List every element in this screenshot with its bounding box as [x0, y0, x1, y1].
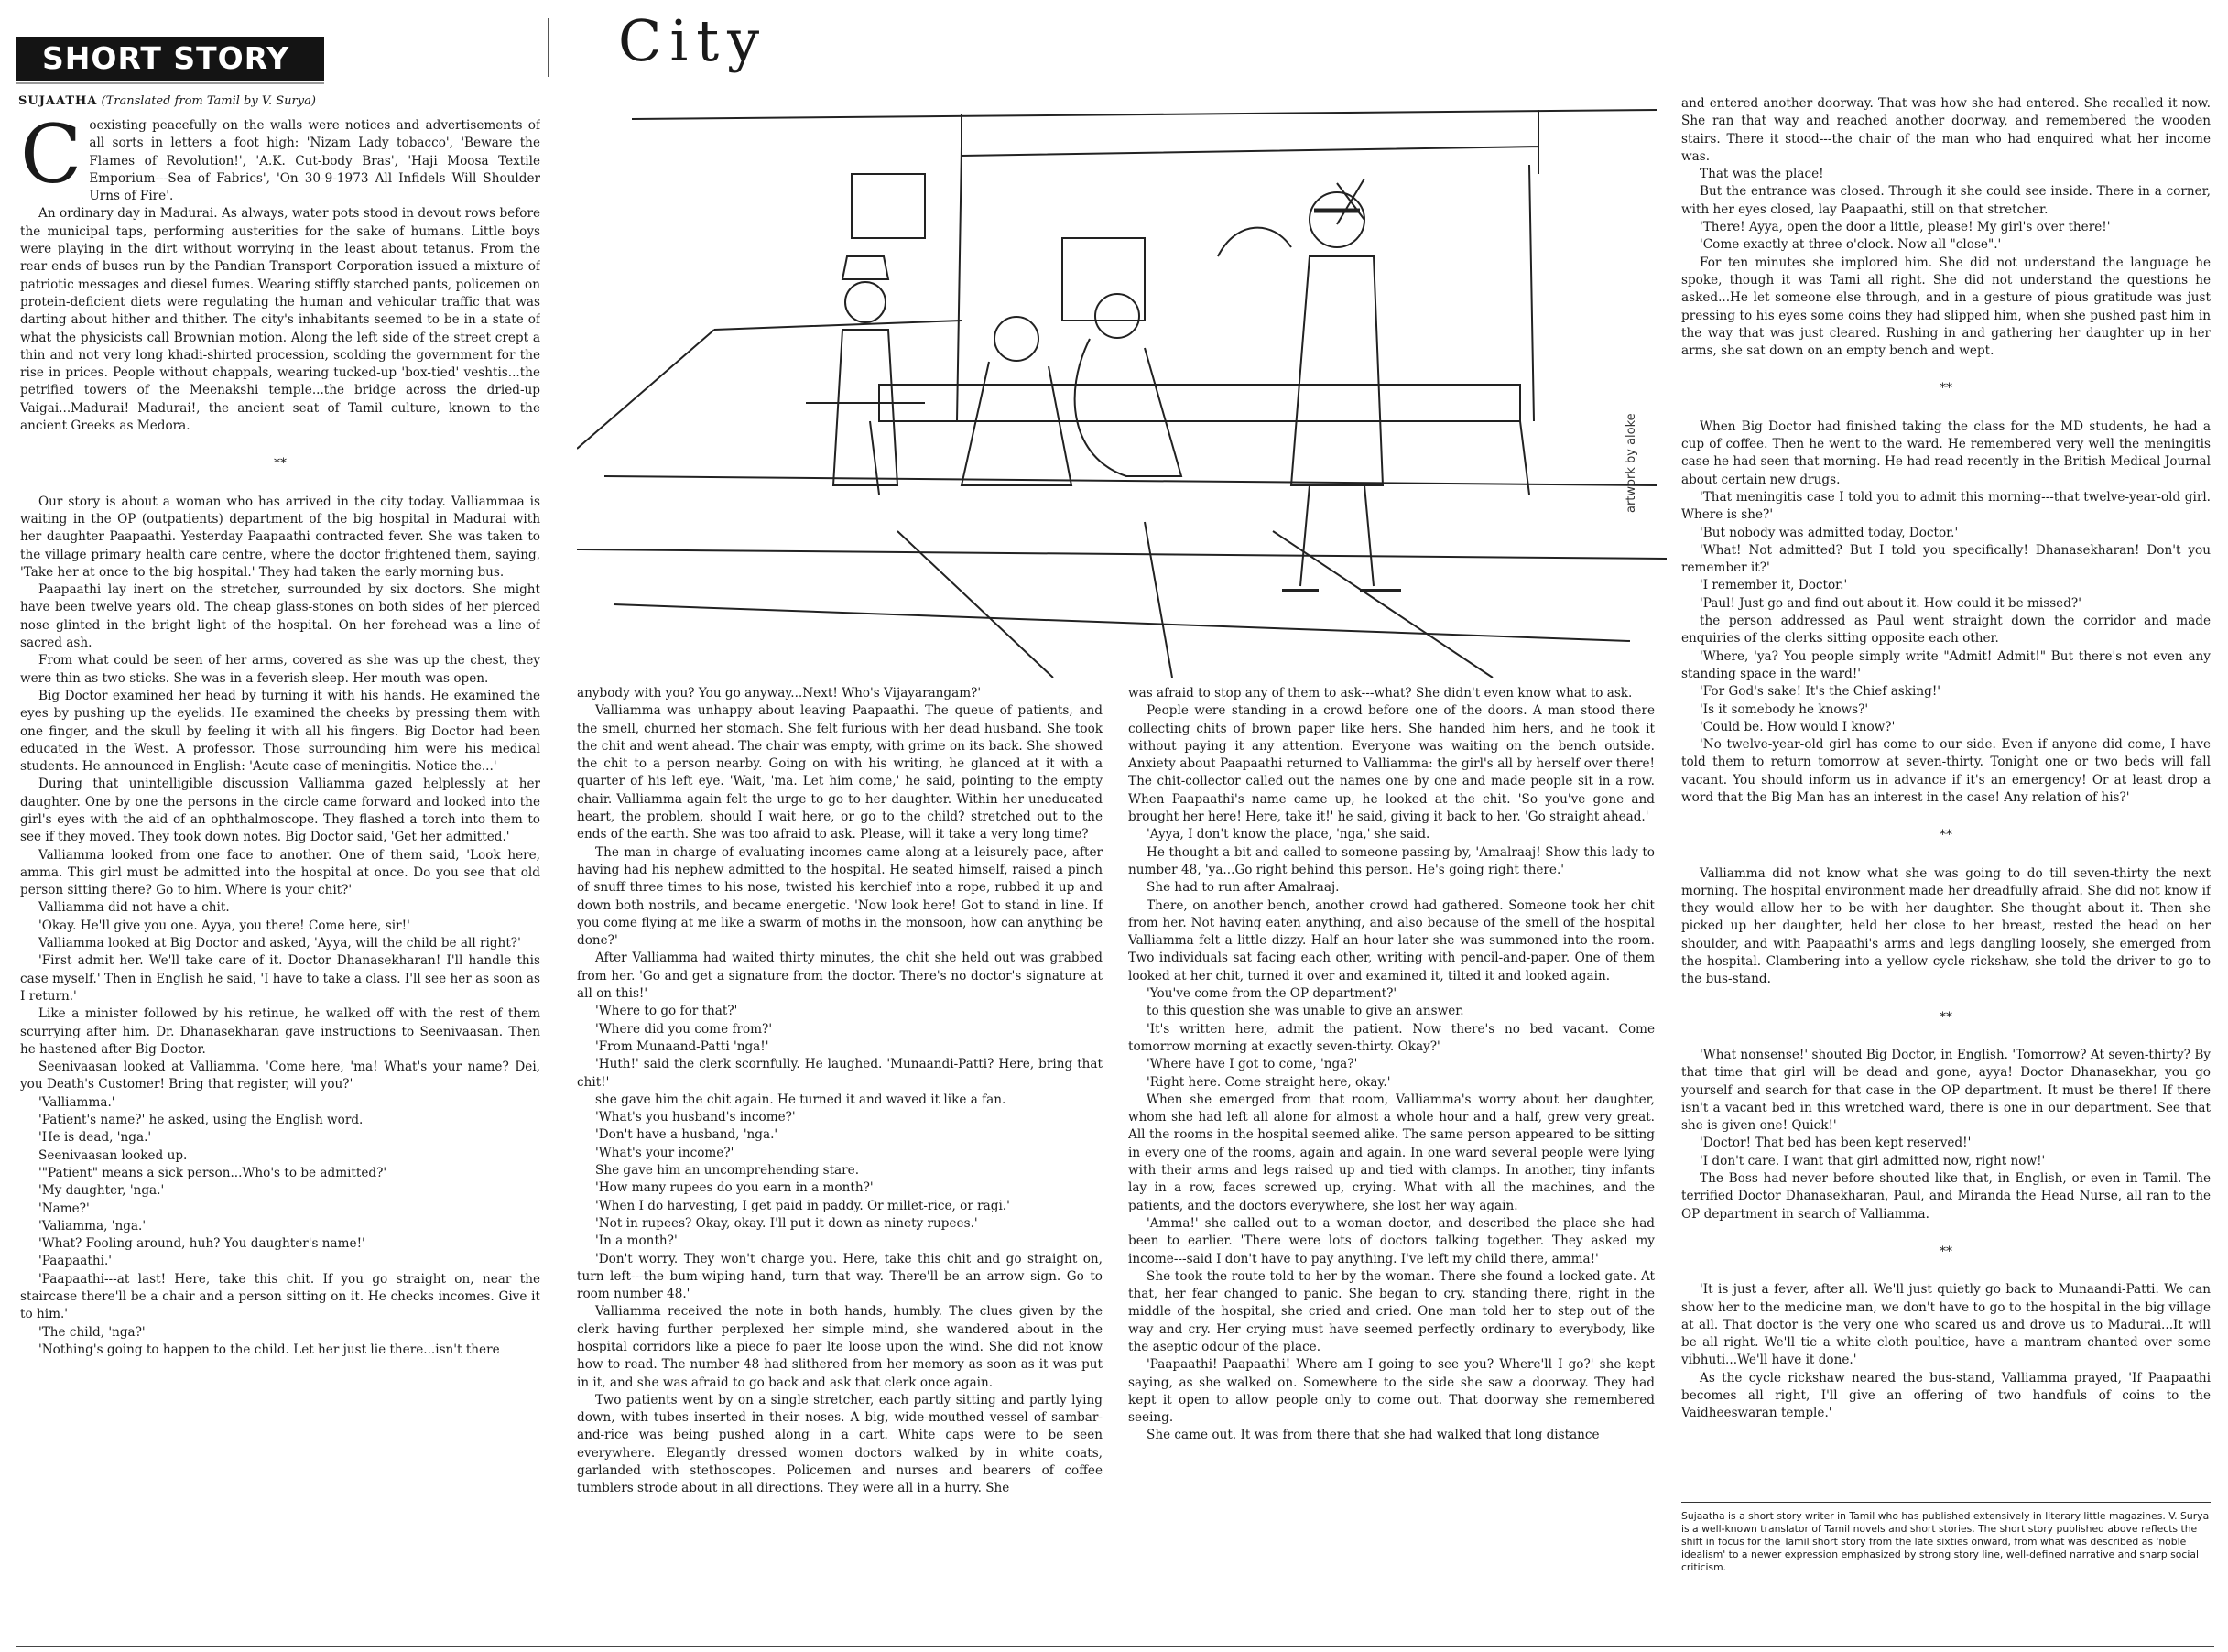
- byline: [18, 94, 316, 108]
- section-banner: SHORT STORY: [16, 37, 324, 81]
- drop-cap: C: [20, 117, 82, 201]
- paragraph: There, on another bench, another crowd had gathered. Someone took her chit from her. Not having eaten anything, and also because of the smell of the hospital Valliamma felt a little dizzy. Half an hour later she was summoned into the room. Two individuals sat facing each other, writing with pencil-and-paper. One of them looked at her chit, turned it over and examined it, tilted it and looked again.: [1128, 897, 1655, 984]
- column-1: [20, 117, 540, 1637]
- paragraph: For ten minutes she implored him. She did not understand the language he spoke, though it was Tami all right. She did not understand the questions he asked...He let someone else through, and in a gesture of pious gratitude was just pressing to his eyes some coins they had slipped him, when she pushed past him in the way that was just cleared. Rushing in and gathering her daughter up in her arms, she sat down on an empty bench and wept.: [1681, 255, 2211, 359]
- column-2: [577, 685, 1103, 1642]
- paragraph: Valliamma looked at Big Doctor and asked, 'Ayya, will the child be all right?': [38, 936, 521, 951]
- paragraph: 'Name?': [38, 1201, 90, 1216]
- paragraph: 'Huth!' said the clerk scornfully. He laughed. 'Munaandi-Patti? Here, bring that chit!': [577, 1057, 1103, 1090]
- paragraph: 'Paul! Just go and find out about it. How could it be missed?': [1700, 595, 2081, 611]
- paragraph: Two patients went by on a single stretcher, each partly sitting and partly lying down, with tubes inserted in their noses. A big, wide-mouthed vessel of sambar-and-rice was being pushed along in a cart. White caps were to be seen everywhere. Elegantly dressed women doctors walked by in white coats, garlanded with stethoscopes. Policemen and nurses and bearers of coffee tumblers strode about in all directions. They were all in a hurry. She: [577, 1392, 1103, 1496]
- paragraph: Valliamma did not know what she was going to do till seven-thirty the next morning. The hospital environment made her dreadfully afraid. She did not know if they would allow her to be with her daughter. She thought about it. Then she picked up her daughter, held her close to her breast, rested the head on her shoulder, and with Paapaathi's arms and legs dangling loosely, she emerged from the hospital. Clambering into a yellow cycle rickshaw, she told the driver to go to the bus-stand.: [1681, 865, 2211, 987]
- paragraph: Big Doctor examined her head by turning it with his hands. He examined the eyes by pushing up the eyelids. He examined the cheeks by pressing them with one finger, and the skull by feeling it with all his fingers. Big Doctor had been educated in the West. A professor. Those surrounding him were his medical students. He announced in English: 'Acute case of meningitis. Notice the...': [20, 688, 540, 775]
- paragraph: Valliamma did not have a chit.: [38, 900, 230, 916]
- paragraph: 'Where did you come from?': [595, 1021, 773, 1037]
- paragraph: 'Don't worry. They won't charge you. Here, take this chit and go straight on, turn left---the bum-wiping hand, turn that way. There'll be an arrow sign. Go to room number 48.': [577, 1251, 1103, 1302]
- paragraph: 'Don't have a husband, 'nga.': [595, 1127, 778, 1143]
- paragraph: 'Could be. How would I know?': [1700, 719, 1896, 734]
- paragraph: Our story is about a woman who has arrived in the city today. Valliammaa is waiting in the OP (outpatients) department of the big hospital in Madurai with her daughter Paapaathi. Yesterday Paapaathi contracted fever. She was taken to the village primary health care centre, where the doctor frightened them, saying, 'Take her at once to the big hospital.' They had taken the early morning bus.: [20, 494, 540, 580]
- paragraph: An ordinary day in Madurai. As always, water pots stood in devout rows before the municipal taps, performing austerities for the sake of humans. Little boys were playing in the dirt without worrying in the least about tetanus. From the rear ends of buses run by the Pandian Transport Corporation issued a mixture of patriotic messages and diesel fumes. Wearing stiffly starched pants, policemen on protein-deficient diets were regulating the human and vehicular traffic that was darting about hither and thither. The city's inhabitants seemed to be in a state of what the physicists call Brownian motion. Along the left side of the street crept a thin and not very long khadi-shirted procession, scolding the government for the rise in prices. People without chappals, wearing tucked-up 'box-tied' veshtis...the petrified towers of the Meenakshi temple...the bridge across the dried-up Vaigai...Madurai! Madurai!, the ancient seat of Tamil culture, known to the ancient Greeks as Medora.: [20, 206, 540, 434]
- paragraph: 'Okay. He'll give you one. Ayya, you there! Come here, sir!': [38, 918, 410, 933]
- paragraph: 'Ayya, I don't know the place, 'nga,' she said.: [1147, 827, 1430, 842]
- section-separator: **: [1940, 381, 1952, 397]
- illustration-sketch: [577, 92, 1667, 678]
- bottom-rule: [16, 1646, 2214, 1647]
- paragraph: The man in charge of evaluating incomes came along at a leisurely pace, after having had his nephew admitted to the hospital. He seated himself, raised a pinch of snuff three times to his nose, twisted his kerchief into a rope, rubbed it up and down both nostrils, and became energetic. 'Now look here! Got to stand in line. If you come flying at me like a swarm of moths in the monsoon, how can anything be done?': [577, 844, 1103, 949]
- paragraph: 'It is just a fever, after all. We'll just quietly go back to Munaandi-Patti. We can show her to the medicine man, we don't have to go to the hospital in the big village at all. That doctor is the very one who scared us and drove us to Madurai...It will be all right. We'll tie a white cloth poultice, have a mantram chanted over some vibhuti...We'll have it done.': [1681, 1282, 2211, 1368]
- paragraph: was afraid to stop any of them to ask---what? She didn't even know what to ask.: [1128, 686, 1633, 701]
- paragraph: 'What! Not admitted? But I told you specifically! Dhanasekharan! Don't you remember it?': [1681, 542, 2211, 576]
- paragraph: oexisting peacefully on the walls were notices and advertisements of all sorts in letters a foot high: 'Nizam Lady tobacco', 'Beware the Flames of Revolution!', 'A.K. Cut-body Bras', 'Haji Moosa Textile Emporium---Sea of Fabrics', 'On 30-9-1973 All Infidels Will Shoulder Urns of Fire'.: [89, 118, 540, 204]
- section-separator: **: [274, 456, 287, 472]
- paragraph: 'Patient's name?' he asked, using the English word.: [38, 1113, 364, 1128]
- paragraph: 'What's you husband's income?': [595, 1110, 796, 1125]
- opening-paragraph: [20, 117, 540, 205]
- paragraph: to this question she was unable to give an answer.: [1147, 1004, 1464, 1019]
- paragraph: 'What's your income?': [595, 1145, 734, 1160]
- paragraph: Seenivaasan looked up.: [38, 1147, 188, 1163]
- paragraph: 'I don't care. I want that girl admitted now, right now!': [1700, 1153, 2046, 1168]
- paragraph: 'Is it somebody he knows?': [1700, 701, 1869, 717]
- banner-rule: [16, 82, 324, 84]
- paragraph: 'Not in rupees? Okay, okay. I'll put it down as ninety rupees.': [595, 1215, 978, 1231]
- paragraph: she gave him the chit again. He turned it and waved it like a fan.: [595, 1092, 1006, 1107]
- paragraph: The Boss had never before shouted like that, in English, or even in Tamil. The terrified Doctor Dhanasekharan, Paul, and Miranda the Head Nurse, all ran to the OP department in search of Valliamma.: [1681, 1171, 2211, 1222]
- paragraph: 'Paapaathi! Paapaathi! Where am I going to see you? Where'll I go?' she kept saying, as she walked on. Somewhere to the side she saw a doorway. They had kept it open to allow people only to come out. That doorway she remembered seeing.: [1128, 1357, 1655, 1426]
- paragraph: 'How many rupees do you earn in a month?': [595, 1180, 874, 1196]
- paragraph: She had to run after Amalraaj.: [1147, 880, 1340, 896]
- paragraph: She took the route told to her by the woman. There she found a locked gate. At that, her fear changed to panic. She began to cry. standing there, right in the middle of the hospital, she cried and cried. One man told her to step out of the way and cry. Her crying must have seemed perfectly ordinary to everybody, like the aseptic odour of the place.: [1128, 1268, 1655, 1354]
- section-separator: **: [1940, 1009, 1952, 1025]
- paragraph: 'He is dead, 'nga.': [38, 1130, 152, 1146]
- paragraph: During that unintelligible discussion Valliamma gazed helplessly at her daughter. One by one the persons in the circle came forward and looked into the girl's eyes with the aid of an ophthalmoscope. They flashed a torch into them to see if they moved. They took down notes. Big Doctor said, 'Get her admitted.': [20, 777, 540, 845]
- paragraph: 'My daughter, 'nga.': [38, 1183, 165, 1199]
- paragraph: 'Doctor! That bed has been kept reserved!': [1700, 1136, 1972, 1151]
- paragraph: That was the place!: [1700, 167, 1824, 182]
- paragraph: '"Patient" means a sick person...Who's to be admitted?': [38, 1165, 387, 1180]
- author-name: SUJAATHA: [18, 94, 98, 108]
- paragraph: 'Where have I got to come, 'nga?': [1147, 1057, 1358, 1072]
- paragraph: the person addressed as Paul went straight down the corridor and made enquiries of the clerks sitting opposite each other.: [1681, 614, 2211, 647]
- paragraph: 'That meningitis case I told you to admit this morning---that twelve-year-old girl. Where is she?': [1681, 489, 2211, 523]
- paragraph: After Valliamma had waited thirty minutes, the chit she held out was grabbed from her. 'Go and get a signature from the doctor. There's no doctor's signature at all on this!': [577, 951, 1103, 1002]
- paragraph: 'You've come from the OP department?': [1147, 986, 1397, 1002]
- paragraph: Like a minister followed by his retinue, he walked off with the rest of them scurrying after him. Dr. Dhanasekharan gave instructions to Seenivaasan. Then he hastened after Big Doctor.: [20, 1006, 540, 1057]
- paragraph: 'Right here. Come straight here, okay.': [1147, 1074, 1391, 1090]
- paragraph: But the entrance was closed. Through it she could see inside. There in a corner, with her eyes closed, lay Paapaathi, still on that stretcher.: [1681, 184, 2211, 217]
- paragraph: 'There! Ayya, open the door a little, please! My girl's over there!': [1700, 220, 2111, 235]
- title-divider: [548, 18, 549, 77]
- paragraph: 'When I do harvesting, I get paid in paddy. Or millet-rice, or ragi.': [595, 1198, 1010, 1213]
- paragraph: 'It's written here, admit the patient. Now there's no bed vacant. Come tomorrow morning at exactly seven-thirty. Okay?': [1128, 1021, 1655, 1054]
- paragraph: 'But nobody was admitted today, Doctor.': [1700, 525, 1959, 540]
- paragraph: From what could be seen of her arms, covered as she was up the chest, they were thin as two sticks. She was in a feverish sleep. Her mouth was open.: [20, 653, 540, 686]
- paragraph: Paapaathi lay inert on the stretcher, surrounded by six doctors. She might have been twelve years old. The cheap glass-stones on both sides of her pierced nose glinted in the bright light of the hospital. On her forehead was a line of sacred ash.: [20, 582, 540, 651]
- paragraph: 'Nothing's going to happen to the child. Let her just lie there...isn't there: [38, 1342, 500, 1357]
- paragraph: As the cycle rickshaw neared the bus-stand, Valliamma prayed, 'If Paapaathi becomes all right, I'll give an offering of two handfuls of coins to the Vaidheeswaran temple.': [1681, 1370, 2211, 1421]
- paragraph: and entered another doorway. That was how she had entered. She recalled it now. She ran that way and reached another doorway, and remembered the wooden stairs. There it stood---the chair of the man who had enquired what her income was.: [1681, 96, 2211, 164]
- paragraph: 'No twelve-year-old girl has come to our side. Even if anyone did come, I have told them to return tomorrow at seven-thirty. Tonight one or two beds will fall vacant. You should inform us in advance if it's an emergency! Or at least drop a word that the Big Man has an interest in the case! Any relation of his?': [1681, 737, 2211, 805]
- paragraph: 'What nonsense!' shouted Big Doctor, in English. 'Tomorrow? At seven-thirty? By that time that girl will be dead and gone, ayya! Doctor Dhanasekhar, you go yourself and search for that case in the OP department. It must be there! If there isn't a vacant bed in this wretched ward, there is one in our department. See that she is given one! Quick!': [1681, 1047, 2211, 1134]
- paragraph: 'Valliamma.': [38, 1094, 115, 1110]
- column-3: [1128, 685, 1655, 1642]
- section-separator: **: [1940, 828, 1952, 843]
- translator-credit: (Translated from Tamil by V. Surya): [101, 94, 316, 108]
- paragraph: He thought a bit and called to someone passing by, 'Amalraaj! Show this lady to number 48, 'ya...Go right behind this person. He's going right there.': [1128, 844, 1655, 877]
- paragraph: She came out. It was from there that she had walked that long distance: [1147, 1428, 1600, 1443]
- story-title: City: [618, 7, 768, 74]
- paragraph: 'I remember it, Doctor.': [1700, 578, 1848, 593]
- paragraph: 'Paapaathi.': [38, 1254, 113, 1269]
- paragraph: 'Amma!' she called out to a woman doctor, and described the place she had been to earlier. 'There were lots of doctors talking together. They asked my income---said I don't have to pay anything. I've left my child there, amma!': [1128, 1215, 1655, 1266]
- paragraph: anybody with you? You go anyway...Next! Who's Vijayarangam?': [577, 686, 982, 701]
- paragraph: When Big Doctor had finished taking the class for the MD students, he had a cup of coffee. Then he went to the ward. He remembered very well the meningitis case he had seen that morning. He had read recently in the British Medical Journal about certain new drugs.: [1681, 418, 2211, 487]
- paragraph: 'Where, 'ya? You people simply write "Admit! Admit!" But there's not even any standing space in the ward!': [1681, 648, 2211, 681]
- paragraph: Seenivaasan looked at Valliamma. 'Come here, 'ma! What's your name? Dei, you Death's Customer! Bring that register, will you?': [20, 1060, 540, 1092]
- paragraph: 'For God's sake! It's the Chief asking!': [1700, 684, 1941, 700]
- paragraph: Valliamma looked from one face to another. One of them said, 'Look here, amma. This girl must be admitted into the hospital at once. Do you see that old person sitting there? Go to him. Where is your chit?': [20, 847, 540, 898]
- paragraph: 'Valiamma, 'nga.': [38, 1218, 147, 1234]
- paragraph: 'From Munaand-Patti 'nga!': [595, 1038, 769, 1054]
- column-4: [1681, 95, 2211, 1492]
- paragraph: 'Paapaathi---at last! Here, take this chit. If you go straight on, near the staircase there'll be a chair and a person sitting on it. He checks incomes. Give it to him.': [20, 1271, 540, 1322]
- author-note: Sujaatha is a short story writer in Tamil who has published extensively in literary little magazines. V. Surya is a well-known translator of Tamil novels and short stories. The short story published above reflects the shift in focus for the Tamil short story from the late sixties onward, from what was described as 'noble idealism' to a newer expression emphasized by strong story line, well-defined narrative and sharp social criticism.: [1681, 1502, 2211, 1574]
- paragraph: Valliamma received the note in both hands, humbly. The clues given by the clerk having further perplexed her simple mind, she wandered about in the hospital corridors like a piece fo paer lte loose upon the wind. She did not know how to read. The number 48 had slithered from her memory as soon as it was put in it, and she was afraid to go back and ask that clerk once again.: [577, 1304, 1103, 1390]
- story-illustration: [577, 92, 1667, 678]
- paragraph: 'The child, 'nga?': [38, 1324, 146, 1340]
- paragraph: 'First admit her. We'll take care of it. Doctor Dhanasekharan! I'll handle this case myself.' Then in English he said, 'I have to take a class. I'll see her as soon as I return.': [20, 953, 540, 1004]
- paragraph: When she emerged from that room, Valliamma's worry about her daughter, whom she had left all alone for almost a whole hour and a half, grew very great. All the rooms in the hospital seemed alike. The same person appeared to be sitting in every one of the rooms, again and again. In one ward several people were lying with their arms and legs raised up and tied with clamps. In another, tiny infants lay in a row, faces screwed up, crying. What with all the machines, and the patients, and the doctors everywhere, she lost her way again.: [1128, 1092, 1655, 1213]
- paragraph: 'Come exactly at three o'clock. Now all "close".': [1700, 237, 2002, 253]
- paragraph: 'What? Fooling around, huh? You daughter's name!': [38, 1236, 365, 1252]
- paragraph: 'In a month?': [595, 1234, 678, 1249]
- paragraph: Valliamma was unhappy about leaving Paapaathi. The queue of patients, and the smell, churned her stomach. She felt furious with her dead husband. She took the chit and went ahead. The chair was empty, with grime on its back. She showed the chit to a person nearby. Going on with his writing, he glanced at it with a quarter of his left eye. 'Wait, 'ma. Let him come,' he said, pointing to the empty chair. Valliamma again felt the urge to go to her daughter. Within her uneducated heart, the problem, should I wait here, or go to the child? stretched out to the ends of the earth. She was too afraid to ask. Please, will it take a very long time?: [577, 703, 1103, 842]
- artwork-credit: artwork by aloke: [1625, 413, 1638, 513]
- paragraph: People were standing in a crowd before one of the doors. A man stood there collecting chits of brown paper like hers. She handed him hers, and he took it without paying it any attention. Everyone was waiting on the bench outside. Anxiety about Paapaathi returned to Valliamma: the girl's all by herself over there! The chit-collector called out the names one by one and made people sit in a row. When Paapaathi's name came up, he looked at the chit. 'So you've gone and brought her here! Here, take it!' he said, giving it back to her. 'Go straight ahead.': [1128, 703, 1655, 825]
- paragraph: She gave him an uncomprehending stare.: [595, 1163, 860, 1179]
- section-separator: **: [1940, 1244, 1952, 1259]
- paragraph: 'Where to go for that?': [595, 1004, 738, 1019]
